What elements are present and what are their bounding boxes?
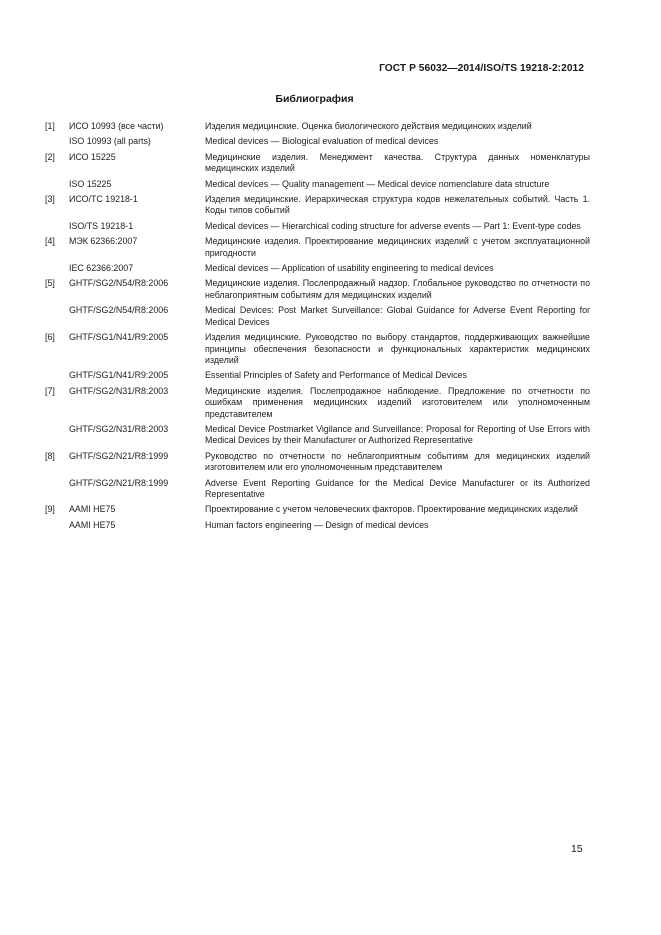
bibliography-entry [45,121,590,132]
entry-standard-code: GHTF/SG1/N41/R9:2005 [69,370,169,381]
entry-title: Adverse Event Reporting Guidance for the Medical Device Manufacturer or its Authorized Representative [205,477,590,499]
entry-number: [2] [45,151,55,162]
bibliography-entry [45,478,590,501]
entry-standard-code: IEC 62366:2007 [69,263,134,274]
entry-standard-code: ISO 15225 [69,178,112,189]
entry-standard-code: ISO/TS 19218-1 [69,220,134,231]
bibliography-entry [45,263,590,274]
entry-standard-code: GHTF/SG2/N21/R8:1999 [69,477,169,488]
entry-standard-code: ИСО/ТС 19218-1 [69,194,138,205]
entry-number [45,424,69,447]
entry-number: [1] [45,121,55,131]
bibliography-title: Библиография [275,93,354,105]
entry-standard-code: МЭК 62366:2007 [69,236,138,247]
entry-number: [3] [45,194,55,205]
entry-title: Изделия медицинские. Оценка биологического действия медицинских изделий [205,121,532,131]
bibliography-list [45,121,590,535]
entry-standard-code: ИСО 10993 (все части) [69,121,164,131]
bibliography-entry [45,136,590,147]
bibliography-entry [45,370,590,381]
entry-number [45,370,69,381]
bibliography-entry [45,179,590,190]
entry-number [45,520,69,531]
entry-title: Изделия медицинские. Руководство по выбору стандартов, поддерживающих важнейшие принципы обеспечения безопасности и функциональных характеристик медицинских изделий [205,332,590,365]
bibliography-entry [45,236,590,259]
bibliography-entry [45,332,590,366]
entry-number [45,136,69,147]
bibliography-entry [45,221,590,232]
entry-number: [8] [45,450,55,461]
entry-standard-code: GHTF/SG2/N31/R8:2003 [69,423,169,434]
entry-number [45,221,69,232]
entry-standard-code: ISO 10993 (all parts) [69,136,151,147]
bibliography-entry [45,278,590,301]
entry-title: Руководство по отчетности по неблагоприятным событиям для медицинских изделий изготовителем или его уполномоченным представителем [205,450,590,473]
bibliography-entry [45,152,590,175]
entry-title: Медицинские изделия. Проектирование медицинских изделий с учетом эксплуатационной пригодности [205,236,590,258]
entry-number [45,478,69,501]
entry-title: Medical devices — Quality management — Medical device nomenclature data structure [205,178,550,189]
entry-title: Медицинские изделия. Послепродажный надзор. Глобальное руководство по отчетности по неблагоприятным событиям для медицинских изделий [205,278,590,300]
bibliography-entry [45,520,590,531]
entry-number: [7] [45,385,55,396]
entry-number: [5] [45,278,55,289]
entry-title: Медицинские изделия. Послепродажное наблюдение. Предложение по отчетности по ошибкам применения медицинских изделий изготовителем или уполномоченным представителем [205,385,590,419]
entry-number [45,263,69,274]
entry-title: Essential Principles of Safety and Performance of Medical Devices [205,370,467,381]
standard-header: ГОСТ Р 56032—2014/ISO/TS 19218-2:2012 [379,63,584,74]
bibliography-entry [45,424,590,447]
entry-number: [6] [45,332,55,343]
bibliography-entry [45,504,590,515]
entry-title: Изделия медицинские. Иерархическая структура кодов нежелательных событий. Часть 1. Коды типов событий [205,194,590,216]
entry-standard-code: AAMI HE75 [69,519,116,530]
entry-title: Medical Devices: Post Market Surveillance: Global Guidance for Adverse Event Reporting for Medical Devices [205,305,590,327]
entry-number [45,305,69,328]
bibliography-entry [45,194,590,217]
entry-title: Medical devices — Hierarchical coding structure for adverse events — Part 1: Event-type codes [205,220,581,231]
entry-title: Проектирование с учетом человеческих факторов. Проектирование медицинских изделий [205,504,578,515]
entry-standard-code: GHTF/SG2/N54/R8:2006 [69,278,169,289]
entry-title: Медицинские изделия. Менеджмент качества. Структура данных номенклатуры медицинских изделий [205,151,590,174]
entry-title: Medical devices — Biological evaluation of medical devices [205,136,439,147]
bibliography-entry [45,451,590,474]
entry-standard-code: GHTF/SG2/N21/R8:1999 [69,450,169,461]
page-number: 15 [571,843,583,855]
bibliography-entry [45,305,590,328]
entry-standard-code: GHTF/SG1/N41/R9:2005 [69,332,169,343]
entry-title: Human factors engineering — Design of medical devices [205,519,429,530]
entry-number: [4] [45,236,55,247]
entry-title: Medical devices — Application of usability engineering to medical devices [205,263,494,274]
entry-standard-code: AAMI HE75 [69,504,116,515]
entry-title: Medical Device Postmarket Vigilance and Surveillance: Proposal for Reporting of Use Errors with Medical Devices by their Manufacturer or Authorized Representative [205,423,590,446]
entry-standard-code: ИСО 15225 [69,151,116,162]
entry-standard-code: GHTF/SG2/N54/R8:2006 [69,305,169,316]
entry-number: [9] [45,504,55,515]
entry-standard-code: GHTF/SG2/N31/R8:2003 [69,385,169,396]
bibliography-entry [45,386,590,420]
entry-number [45,179,69,190]
